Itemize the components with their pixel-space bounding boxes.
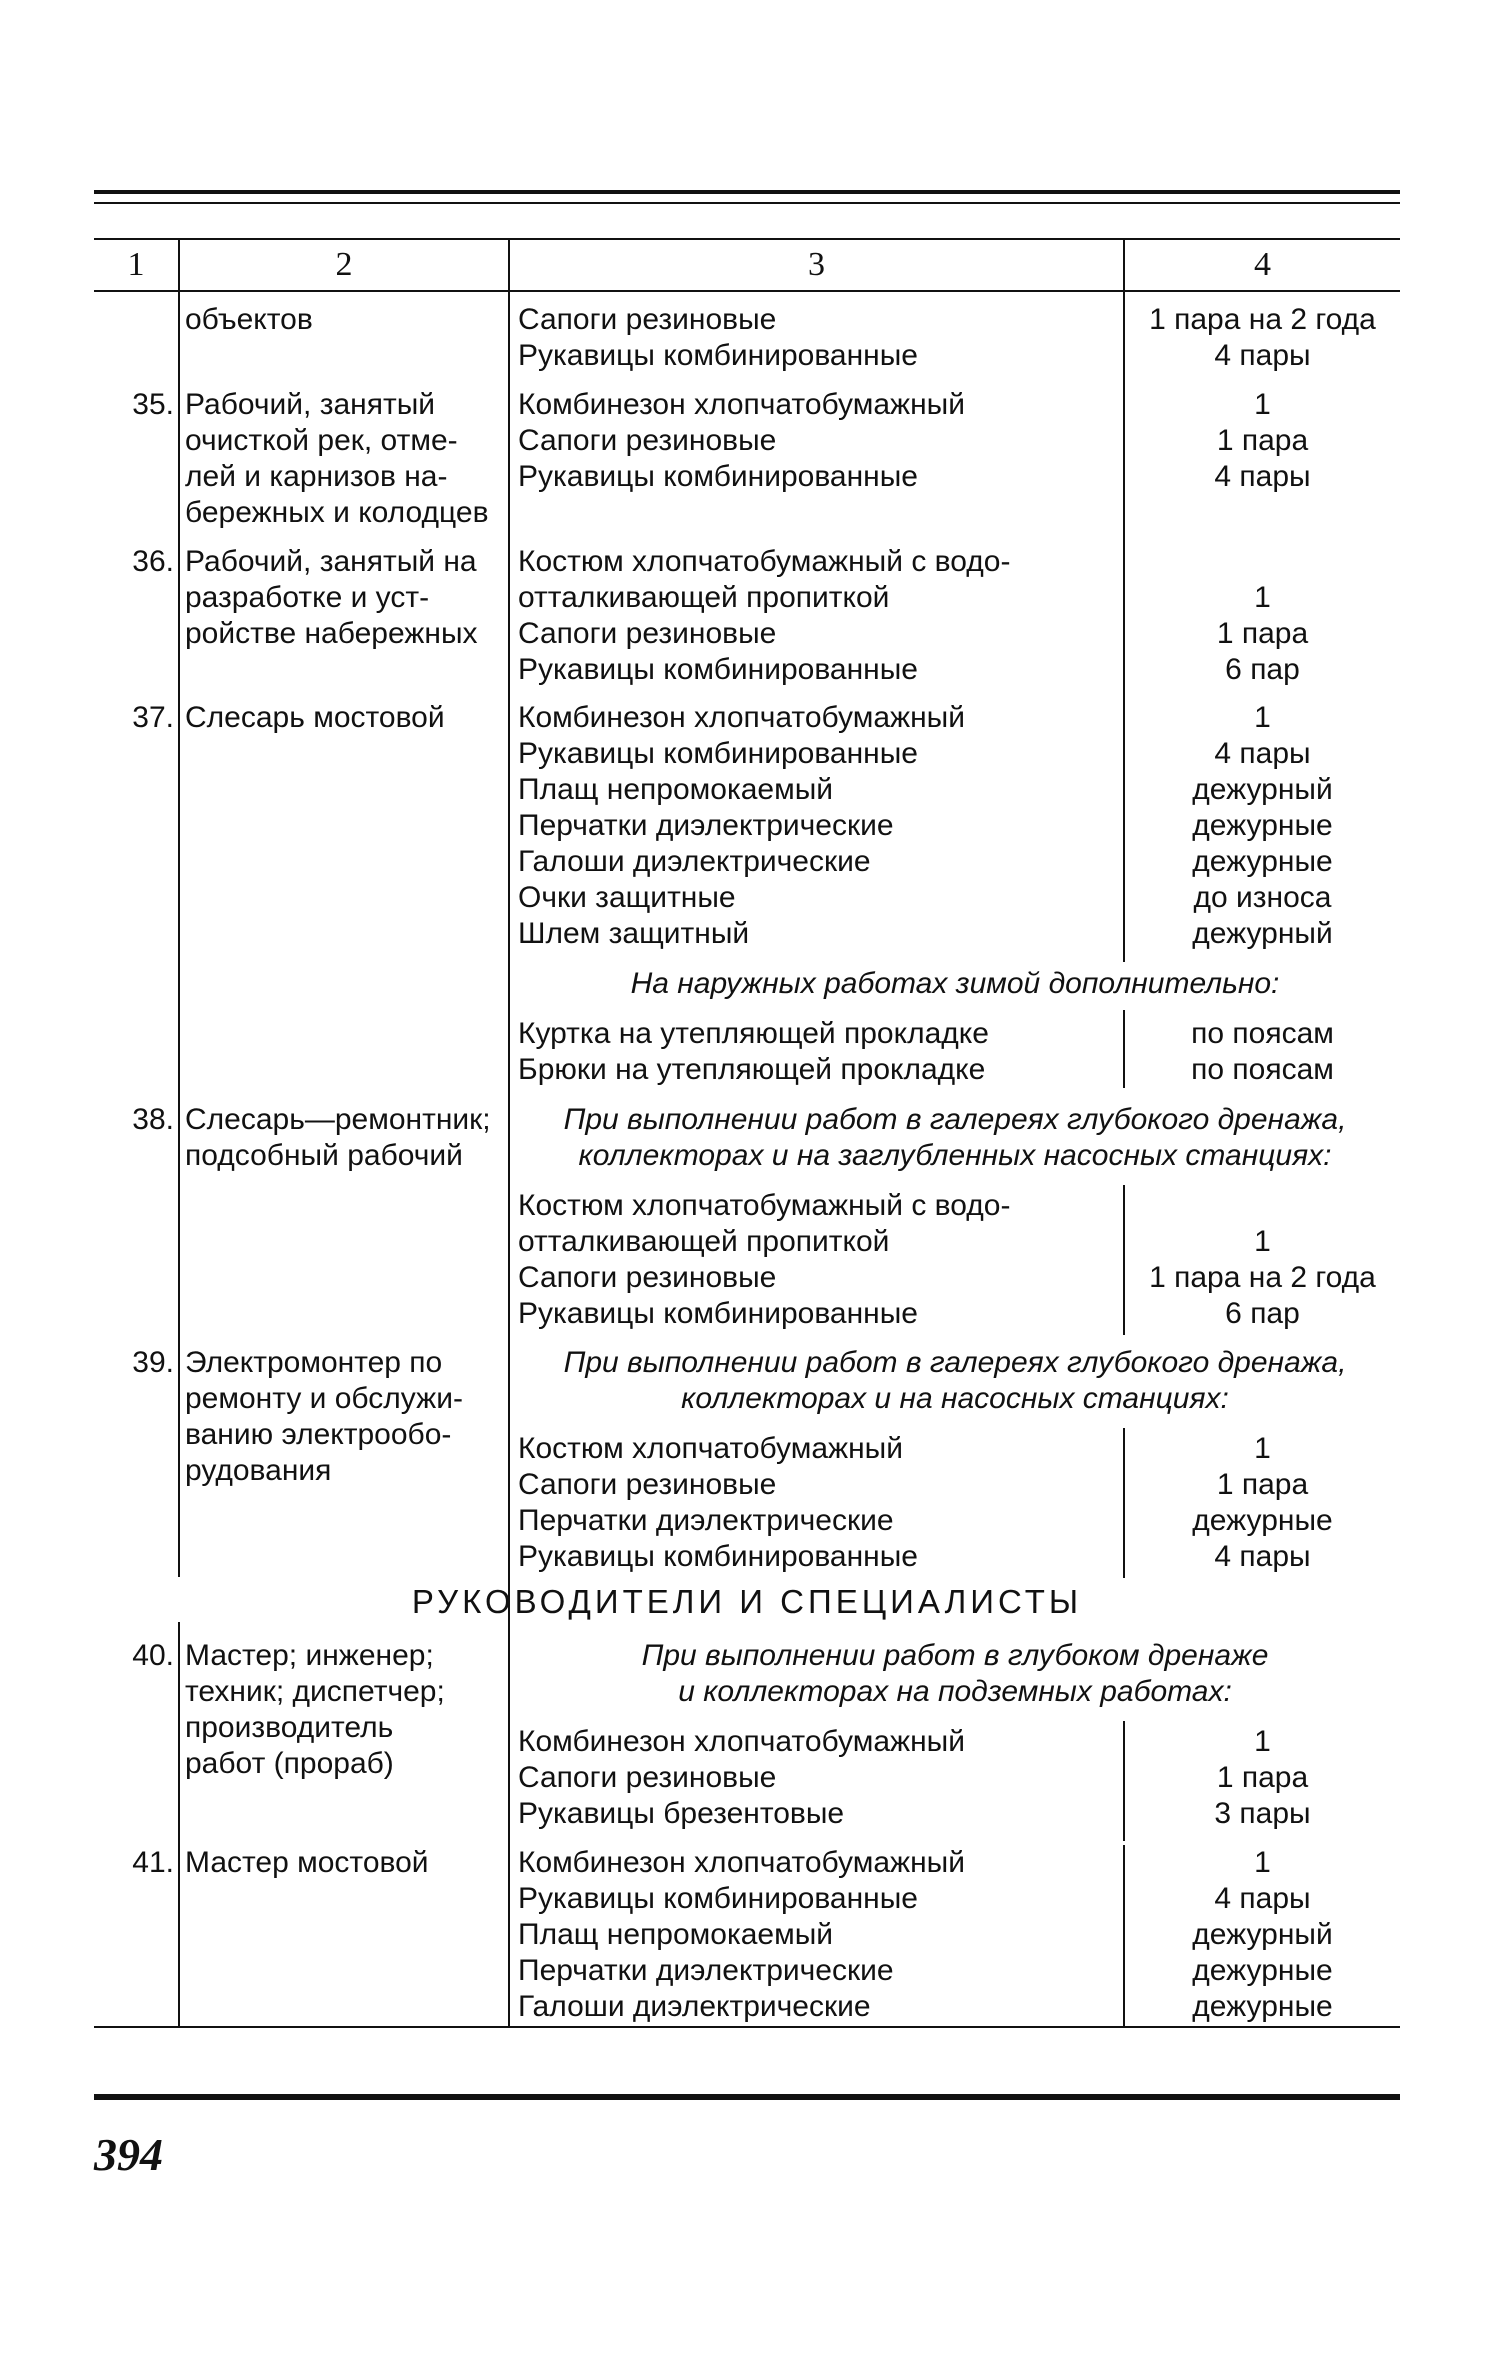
row40-position: техник; диспетчер; bbox=[185, 1675, 445, 1708]
row41-norm: дежурные bbox=[1192, 1954, 1333, 1987]
row39-position: рудования bbox=[185, 1454, 332, 1487]
row37-position: Слесарь мостовой bbox=[185, 701, 445, 734]
page-number: 394 bbox=[94, 2129, 163, 2180]
row38-position: подсобный рабочий bbox=[185, 1139, 463, 1172]
table-bottom-border bbox=[94, 2026, 1400, 2028]
row37-norm: дежурный bbox=[1192, 773, 1333, 806]
row36-norm: 1 пара bbox=[1216, 617, 1309, 650]
row37-extra-norm: по поясам bbox=[1191, 1017, 1334, 1050]
row41-number: 41. bbox=[132, 1846, 174, 1879]
row37-item: Рукавицы комбинированные bbox=[518, 737, 918, 770]
row34-item: Рукавицы комбинированные bbox=[518, 339, 918, 372]
row34-item: Сапоги резиновые bbox=[518, 303, 777, 336]
row40-item: Рукавицы брезентовые bbox=[518, 1797, 845, 1830]
row36-item: отталкивающей пропиткой bbox=[518, 581, 890, 614]
row35-position: Рабочий, занятый bbox=[185, 388, 436, 421]
row40-note: и коллекторах на подземных работах: bbox=[678, 1675, 1232, 1708]
header-bottom-border bbox=[94, 290, 1400, 292]
header-col-4: 4 bbox=[1254, 246, 1271, 283]
row39-norm: 1 bbox=[1254, 1432, 1271, 1465]
row40-position: Мастер; инженер; bbox=[185, 1639, 434, 1672]
row38-number: 38. bbox=[132, 1103, 174, 1136]
row37-norm: 4 пары bbox=[1214, 737, 1311, 770]
row37-item: Шлем защитный bbox=[518, 917, 750, 950]
row37-norm: дежурные bbox=[1192, 809, 1333, 842]
row40-position: производитель bbox=[185, 1711, 394, 1744]
row41-item: Рукавицы комбинированные bbox=[518, 1882, 918, 1915]
footer-rule bbox=[94, 2094, 1400, 2100]
header-col-3: 3 bbox=[808, 246, 825, 283]
row37-item: Плащ непромокаемый bbox=[518, 773, 834, 806]
col-line-1-lower bbox=[178, 1622, 180, 2028]
row39-number: 39. bbox=[132, 1346, 174, 1379]
row38-note: коллекторах и на заглубленных насосных станциях: bbox=[578, 1139, 1332, 1172]
row41-norm: 4 пары bbox=[1214, 1882, 1311, 1915]
row34-norm: 1 пара на 2 года bbox=[1149, 303, 1376, 336]
row36-position: разработке и уст- bbox=[185, 581, 430, 614]
row34-position: объектов bbox=[185, 303, 313, 336]
row37-item: Галоши диэлектрические bbox=[518, 845, 871, 878]
row39-note: коллекторах и на насосных станциях: bbox=[681, 1382, 1229, 1415]
row35-norm: 4 пары bbox=[1214, 460, 1311, 493]
row34-norm: 4 пары bbox=[1214, 339, 1311, 372]
row41-norm: 1 bbox=[1254, 1846, 1271, 1879]
row37-item: Перчатки диэлектрические bbox=[518, 809, 894, 842]
row41-item: Галоши диэлектрические bbox=[518, 1990, 871, 2023]
row35-item: Рукавицы комбинированные bbox=[518, 460, 918, 493]
row37-norm: 1 bbox=[1254, 701, 1271, 734]
top-rule-thin bbox=[94, 202, 1400, 204]
row37-extra-norm: по поясам bbox=[1191, 1053, 1334, 1086]
row40-norm: 3 пары bbox=[1214, 1797, 1311, 1830]
top-rule-thick bbox=[94, 190, 1400, 194]
row37-item: Комбинезон хлопчатобумажный bbox=[518, 701, 965, 734]
row35-position: бережных и колодцев bbox=[185, 496, 489, 529]
row39-note: При выполнении работ в галереях глубокого дренажа, bbox=[563, 1346, 1347, 1379]
row38-norm: 1 пара на 2 года bbox=[1149, 1261, 1376, 1294]
row37-note: На наружных работах зимой дополнительно: bbox=[630, 967, 1280, 1000]
row37-norm: дежурные bbox=[1192, 845, 1333, 878]
row36-position: ройстве набережных bbox=[185, 617, 478, 650]
row39-item: Рукавицы комбинированные bbox=[518, 1540, 918, 1573]
row39-position: ремонту и обслужи- bbox=[185, 1382, 463, 1415]
row39-item: Сапоги резиновые bbox=[518, 1468, 777, 1501]
row41-item: Плащ непромокаемый bbox=[518, 1918, 834, 1951]
row40-norm: 1 bbox=[1254, 1725, 1271, 1758]
row36-item: Сапоги резиновые bbox=[518, 617, 777, 650]
row37-extra-item: Куртка на утепляющей прокладке bbox=[518, 1017, 989, 1050]
row39-position: Электромонтер по bbox=[185, 1346, 443, 1379]
row35-norm: 1 bbox=[1254, 388, 1271, 421]
header-col-1: 1 bbox=[127, 246, 145, 283]
row40-number: 40. bbox=[132, 1639, 174, 1672]
row40-note: При выполнении работ в глубоком дренаже bbox=[641, 1639, 1269, 1672]
row41-norm: дежурные bbox=[1192, 1990, 1333, 2023]
row37-number: 37. bbox=[132, 701, 174, 734]
row35-item: Сапоги резиновые bbox=[518, 424, 777, 457]
row36-norm: 6 пар bbox=[1225, 653, 1300, 686]
table-top-border bbox=[94, 238, 1400, 240]
row38-position: Слесарь—ремонтник; bbox=[185, 1103, 491, 1136]
row40-position: работ (прораб) bbox=[185, 1747, 394, 1780]
row39-item: Перчатки диэлектрические bbox=[518, 1504, 894, 1537]
row37-extra-item: Брюки на утепляющей прокладке bbox=[518, 1053, 986, 1086]
row37-norm: до износа bbox=[1193, 881, 1332, 914]
row38-norm: 6 пар bbox=[1225, 1297, 1300, 1330]
row38-item: Рукавицы комбинированные bbox=[518, 1297, 918, 1330]
row36-number: 36. bbox=[132, 545, 174, 578]
row40-item: Комбинезон хлопчатобумажный bbox=[518, 1725, 965, 1758]
row35-number: 35. bbox=[132, 388, 174, 421]
row41-item: Комбинезон хлопчатобумажный bbox=[518, 1846, 965, 1879]
row39-norm: 4 пары bbox=[1214, 1540, 1311, 1573]
row40-item: Сапоги резиновые bbox=[518, 1761, 777, 1794]
row40-norm: 1 пара bbox=[1216, 1761, 1309, 1794]
section-heading: РУКОВОДИТЕЛИ И СПЕЦИАЛИСТЫ bbox=[411, 1583, 1083, 1620]
row36-item: Рукавицы комбинированные bbox=[518, 653, 918, 686]
row38-note: При выполнении работ в галереях глубокого дренажа, bbox=[563, 1103, 1347, 1136]
row41-norm: дежурный bbox=[1192, 1918, 1333, 1951]
row39-item: Костюм хлопчатобумажный bbox=[518, 1432, 903, 1465]
row36-item: Костюм хлопчатобумажный с водо- bbox=[518, 545, 1011, 578]
row38-item: Сапоги резиновые bbox=[518, 1261, 777, 1294]
col-line-1 bbox=[178, 292, 180, 1577]
row38-item: Костюм хлопчатобумажный с водо- bbox=[518, 1189, 1011, 1222]
row38-item: отталкивающей пропиткой bbox=[518, 1225, 890, 1258]
row36-norm: 1 bbox=[1254, 581, 1271, 614]
row35-norm: 1 пара bbox=[1216, 424, 1309, 457]
row35-position: очисткой рек, отме- bbox=[185, 424, 458, 457]
header-col-2: 2 bbox=[335, 246, 353, 283]
row41-position: Мастер мостовой bbox=[185, 1846, 429, 1879]
row36-position: Рабочий, занятый на bbox=[185, 545, 477, 578]
row39-position: ванию электрообо- bbox=[185, 1418, 452, 1451]
row38-norm: 1 bbox=[1254, 1225, 1271, 1258]
row35-item: Комбинезон хлопчатобумажный bbox=[518, 388, 965, 421]
row39-norm: 1 пара bbox=[1216, 1468, 1309, 1501]
row37-norm: дежурный bbox=[1192, 917, 1333, 950]
row37-item: Очки защитные bbox=[518, 881, 736, 914]
row39-norm: дежурные bbox=[1192, 1504, 1333, 1537]
row41-item: Перчатки диэлектрические bbox=[518, 1954, 894, 1987]
row35-position: лей и карнизов на- bbox=[185, 460, 448, 493]
